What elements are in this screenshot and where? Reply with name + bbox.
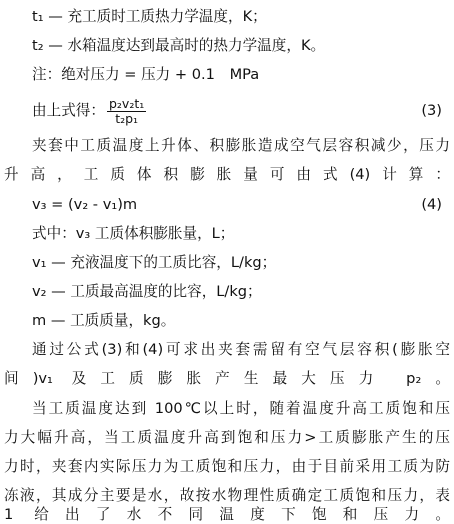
text-line: 力时，夹套内实际压力为工质饱和压力，由于目前采用工质为防 xyxy=(4,458,450,475)
equation-4 xyxy=(0,190,454,220)
text-line: 升高，工质体积膨胀量可由式(4)计算： xyxy=(4,166,450,183)
text-line: t₂ — 水箱温度达到最高时的热力学温度，K。 xyxy=(32,37,326,54)
text-line: 式中：v₃ 工质体积膨胀量，L； xyxy=(32,225,235,242)
text-line: 注：绝对压力 = 压力 + 0.1 MPa xyxy=(32,66,260,83)
text-line: v₂ — 工质最高温度的比容，L/kg； xyxy=(32,283,262,300)
text-line: 通过公式(3)和(4)可求出夹套需留有空气层容积(膨胀空 xyxy=(32,341,450,358)
text-line: 力大幅升高，当工质温度升高到饱和压力>工质膨胀产生的压 xyxy=(4,429,450,446)
equation-body: v₃ = (v₂ - v₁)m xyxy=(32,196,138,213)
text-line: 冻液，其成分主要是水，故按水物理性质确定工质饱和压力，表 xyxy=(4,487,450,504)
equation-3 xyxy=(0,92,454,130)
fraction-numerator: p₂v₂t₁ xyxy=(108,95,145,111)
text-line: t₁ — 充工质时工质热力学温度，K； xyxy=(32,8,267,25)
fraction xyxy=(107,97,146,126)
text-line: 间)v₁ 及工质膨胀产生最大压力 p₂。 xyxy=(4,370,450,387)
text-line: v₁ — 充液温度下的工质比容，L/kg； xyxy=(32,254,277,271)
text-line: 夹套中工质温度上升体、积膨胀造成空气层容积减少，压力 xyxy=(32,137,450,154)
fraction-denominator: t₂p₁ xyxy=(115,110,139,126)
equation-number: (4) xyxy=(421,196,442,213)
equation-prefix: 由上式得： xyxy=(32,102,105,119)
equation-number: (3) xyxy=(421,102,442,119)
text-line: m — 工质质量，kg。 xyxy=(32,312,176,329)
text-line: 1 给出了水不同温度下饱和压力。 xyxy=(4,506,450,523)
text-line: 当工质温度达到 100℃以上时，随着温度升高工质饱和压 xyxy=(32,400,450,417)
